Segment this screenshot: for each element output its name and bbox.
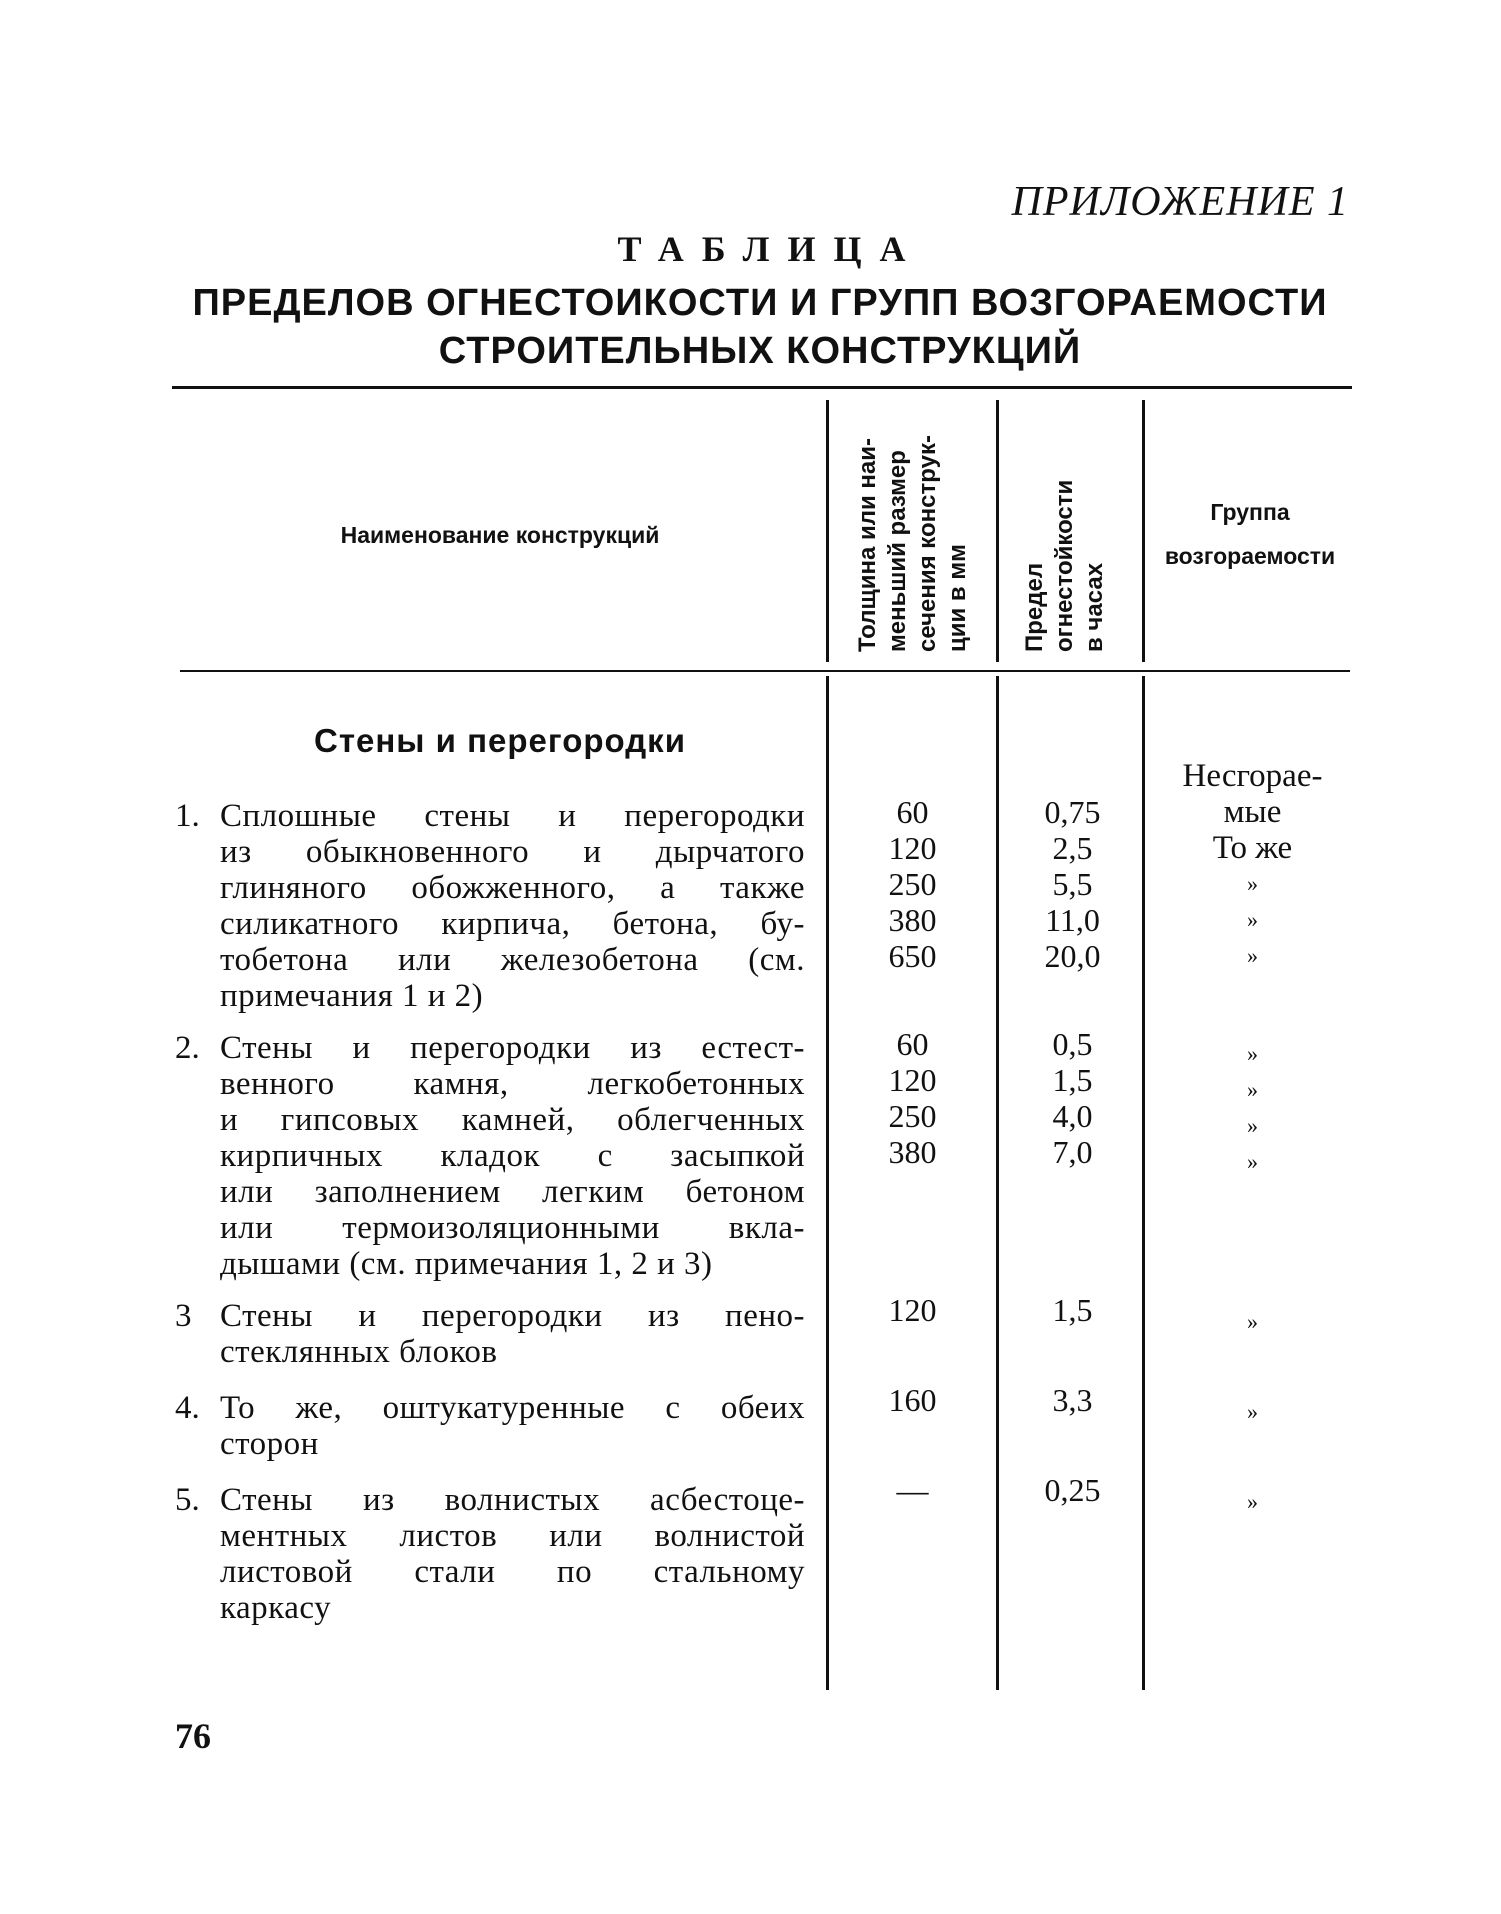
group-value: Несгорае- <box>1182 758 1323 794</box>
thickness-value: 380 <box>888 902 937 938</box>
column-header-thickness <box>853 402 973 652</box>
table-word: ТАБЛИЦА <box>617 229 924 269</box>
column-header-thickness-line: сечения конструк- <box>914 435 941 652</box>
column-divider-1-body <box>826 676 829 1690</box>
ditto-mark: » <box>1247 1113 1258 1138</box>
ditto-mark: » <box>1247 1309 1258 1334</box>
thickness-value: 250 <box>888 1098 937 1134</box>
ditto-mark: » <box>1247 943 1258 968</box>
ditto-marks <box>1150 1036 1355 1180</box>
limit-value: 11,0 <box>1045 902 1100 938</box>
item-line: То же, оштукатуренные с обеих <box>220 1390 805 1426</box>
limit-value: 4,0 <box>1052 1098 1093 1134</box>
limit-values <box>1005 1292 1140 1328</box>
thickness-value: 250 <box>888 866 937 902</box>
group-values <box>1150 758 1355 866</box>
ditto-mark: » <box>1247 907 1258 932</box>
item-line: Стены и перегородки из естест- <box>220 1030 805 1066</box>
item-line: и гипсовых камней, облегченных <box>220 1102 805 1138</box>
limit-value: 3,3 <box>1052 1382 1093 1418</box>
thickness-value: 120 <box>888 1292 937 1328</box>
item-number: 1. <box>175 798 200 834</box>
item-number: 3 <box>175 1298 192 1334</box>
column-header-limit-line: Предел <box>1021 562 1048 652</box>
ditto-mark: » <box>1247 1399 1258 1424</box>
thickness-value: 60 <box>896 794 929 830</box>
item-description <box>220 798 805 1014</box>
column-header-limit-line: огнестойкости <box>1051 479 1078 652</box>
ditto-mark: » <box>1247 1149 1258 1174</box>
item-line: или термоизоляционными вкла- <box>220 1210 805 1246</box>
section-heading: Стены и перегородки <box>314 722 686 759</box>
item-line: дышами (см. примечания 1, 2 и 3) <box>220 1246 713 1282</box>
limit-value: 0,75 <box>1044 794 1101 830</box>
column-header-name: Наименование конструкций <box>340 522 660 548</box>
table-title-line-2: СТРОИТЕЛЬНЫХ КОНСТРУКЦИЙ <box>438 330 1082 372</box>
ditto-mark: » <box>1247 1489 1258 1514</box>
column-divider-2-header <box>996 400 999 662</box>
item-line: стеклянных блоков <box>220 1334 498 1370</box>
page-number: 76 <box>175 1716 211 1756</box>
column-header-group <box>1140 490 1360 578</box>
column-header-group-line: возгораемости <box>1164 543 1336 569</box>
group-value: мые <box>1223 794 1282 830</box>
column-header-group-line: Группа <box>1210 499 1290 525</box>
ditto-marks <box>1150 1394 1355 1430</box>
column-divider-3-body <box>1142 676 1145 1690</box>
ditto-marks <box>1150 1484 1355 1520</box>
item-line: сторон <box>220 1426 319 1462</box>
header-bottom-rule <box>180 670 1350 672</box>
thickness-value: 60 <box>896 1026 929 1062</box>
item-description <box>220 1482 805 1626</box>
item-number: 2. <box>175 1030 200 1066</box>
ditto-marks <box>1150 866 1355 974</box>
column-divider-1-header <box>826 400 829 662</box>
table-title-line-1: ПРЕДЕЛОВ ОГНЕСТОИКОСТИ И ГРУПП ВОЗГОРАЕМОСТИ <box>192 282 1328 324</box>
thickness-values <box>835 1292 990 1328</box>
thickness-value: 650 <box>888 938 937 974</box>
ditto-mark: » <box>1247 1041 1258 1066</box>
thickness-value: 120 <box>888 830 937 866</box>
item-line: Сплошные стены и перегородки <box>220 798 805 834</box>
item-line: или заполнением легким бетоном <box>220 1174 805 1210</box>
limit-value: 1,5 <box>1052 1062 1093 1098</box>
item-line: венного камня, легкобетонных <box>220 1066 805 1102</box>
item-line: силикатного кирпича, бетона, бу- <box>220 906 805 942</box>
limit-value: 20,0 <box>1044 938 1101 974</box>
item-line: глиняного обожженного, а также <box>220 870 805 906</box>
item-description <box>220 1030 805 1282</box>
item-line: листовой стали по стальному <box>220 1554 805 1590</box>
thickness-values <box>835 1026 990 1170</box>
limit-value: 0,25 <box>1044 1472 1101 1508</box>
thickness-value: 380 <box>888 1134 937 1170</box>
limit-value: 5,5 <box>1052 866 1093 902</box>
thickness-value: 160 <box>888 1382 937 1418</box>
item-description <box>220 1390 805 1462</box>
limit-values <box>1005 794 1140 974</box>
limit-value: 2,5 <box>1052 830 1093 866</box>
ditto-mark: » <box>1247 871 1258 896</box>
limit-value: 1,5 <box>1052 1292 1093 1328</box>
thickness-values <box>835 1472 990 1508</box>
thickness-value: 120 <box>888 1062 937 1098</box>
item-description <box>220 1298 805 1370</box>
thickness-values <box>835 794 990 974</box>
item-number: 5. <box>175 1482 200 1518</box>
group-value: То же <box>1212 830 1293 866</box>
thickness-values <box>835 1382 990 1418</box>
thickness-value: — <box>896 1472 929 1508</box>
item-line: кирпичных кладок с засыпкой <box>220 1138 805 1174</box>
item-line: примечания 1 и 2) <box>220 978 484 1014</box>
item-number: 4. <box>175 1390 200 1426</box>
column-header-limit <box>1020 402 1110 652</box>
ditto-marks <box>1150 1304 1355 1340</box>
limit-values <box>1005 1472 1140 1508</box>
limit-values <box>1005 1382 1140 1418</box>
item-line: Стены из волнистых асбестоце- <box>220 1482 805 1518</box>
limit-value: 0,5 <box>1052 1026 1093 1062</box>
column-divider-2-body <box>996 676 999 1690</box>
item-line: каркасу <box>220 1590 332 1626</box>
column-header-thickness-line: ции в мм <box>944 544 971 652</box>
column-header-thickness-line: меньший размер <box>884 450 911 652</box>
limit-value: 7,0 <box>1052 1134 1093 1170</box>
appendix-label: ПРИЛОЖЕНИЕ 1 <box>1011 179 1349 225</box>
item-line: из обыкновенного и дырчатого <box>220 834 805 870</box>
ditto-mark: » <box>1247 1077 1258 1102</box>
limit-values <box>1005 1026 1140 1170</box>
item-line: ментных листов или волнистой <box>220 1518 805 1554</box>
column-header-thickness-line: Толщина или наи- <box>854 438 881 652</box>
table-top-rule <box>172 386 1352 389</box>
item-line: тобетона или железобетона (см. <box>220 942 805 978</box>
item-line: Стены и перегородки из пено- <box>220 1298 805 1334</box>
column-header-limit-line: в часах <box>1081 562 1108 652</box>
